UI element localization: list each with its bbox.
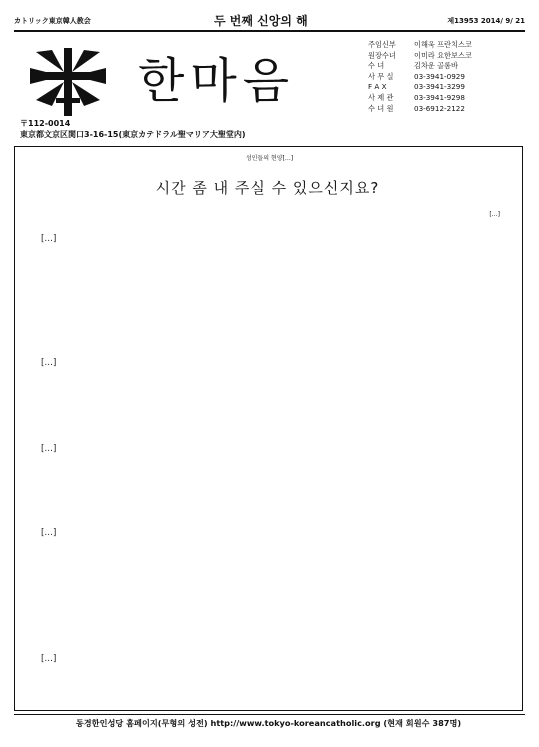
staff-row [368, 40, 528, 51]
staff-value: 03-3941-9298 [414, 92, 465, 102]
staff-label: F A X [368, 82, 387, 92]
article-byline: […] [489, 211, 500, 218]
staff-value: 김차운 골롬바 [414, 61, 458, 71]
staff-row [368, 93, 528, 104]
footer-divider [14, 714, 525, 715]
article-title: 시간 좀 내 주실 수 있으신지요? [155, 179, 380, 197]
staff-row [368, 72, 528, 83]
staff-value: 03-3941-3299 [414, 82, 465, 92]
staff-directory [368, 40, 528, 114]
footer-homepage-link[interactable]: 동경한인성당 홈페이지(무형의 성전) http://www.tokyo-koreancatholic.org (현재 회원수 387명) [75, 718, 462, 728]
article-paragraph: […] [41, 358, 57, 368]
article-paragraph: […] [41, 234, 57, 244]
staff-label: 수 녀 원 [368, 103, 394, 113]
article-paragraph: […] [41, 528, 57, 538]
postal-code: 〒112-0014 [20, 119, 71, 128]
staff-label: 수 녀 [368, 61, 385, 71]
staff-label: 사 무 실 [368, 71, 394, 81]
article-frame [14, 146, 523, 711]
masthead-title: 한마음 [138, 53, 296, 109]
church-name: カトリック東京韓人教会 [14, 17, 91, 25]
staff-row [368, 51, 528, 62]
staff-value: 03-6912-2122 [414, 103, 465, 113]
staff-value: 이해욱 프란치스코 [414, 40, 472, 49]
top-divider [14, 30, 525, 32]
staff-label: 사 제 관 [368, 92, 394, 102]
article-header-note: 성인들의 현양[…] [245, 155, 294, 162]
staff-value: 03-3941-0929 [414, 71, 465, 81]
article-paragraph: […] [41, 654, 57, 664]
staff-row [368, 61, 528, 72]
cross-fan-logo-icon [22, 42, 114, 122]
article-paragraph: […] [41, 444, 57, 454]
staff-label: 주임신부 [368, 40, 396, 49]
church-address: 東京都文京区関口3-16-15(東京カテドラル聖マリア大聖堂内) [20, 130, 246, 139]
staff-row [368, 82, 528, 93]
staff-value: 이미라 요한보스코 [414, 50, 472, 60]
top-strip [14, 8, 525, 32]
issue-info: 제13953 2014/ 9/ 21 [447, 17, 525, 25]
year-tagline: 두 번째 신앙의 해 [214, 14, 308, 28]
staff-label: 원장수녀 [368, 50, 396, 60]
staff-row [368, 104, 528, 115]
